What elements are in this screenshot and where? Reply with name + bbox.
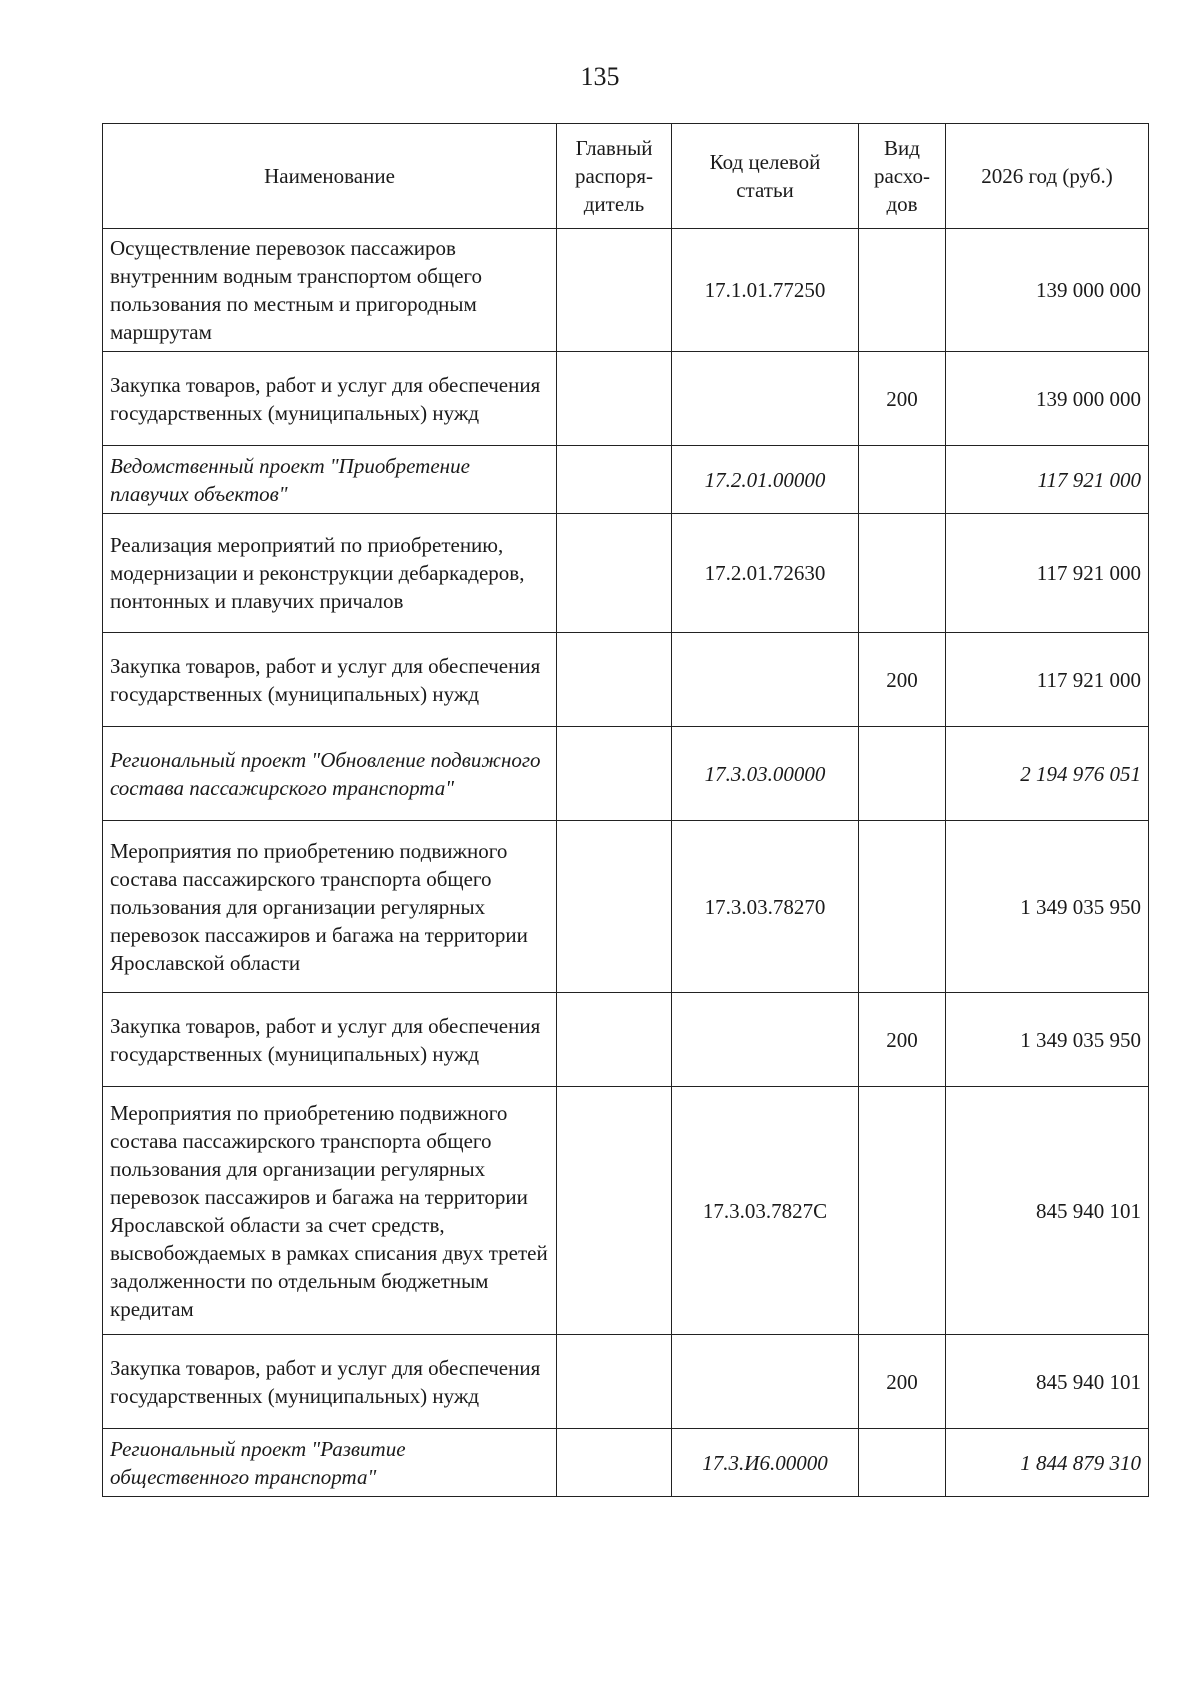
row-name: Реализация мероприятий по приобретению, модернизации и реконструкции дебаркадеров, понтонных и плавучих причалов [103,514,557,633]
row-amount: 139 000 000 [946,229,1149,352]
row-amount: 117 921 000 [946,446,1149,514]
row-name: Мероприятия по приобретению подвижного состава пассажирского транспорта общего пользования для организации регулярных перевозок пассажиров и багажа на территории Ярославской области [103,821,557,993]
table-row [103,352,1149,446]
table-row [103,1429,1149,1497]
row-amount: 845 940 101 [946,1335,1149,1429]
row-code [672,993,859,1087]
row-amount: 2 194 976 051 [946,727,1149,821]
row-kind [859,1429,946,1497]
header-kind: Вид расхо-дов [859,124,946,229]
row-code: 17.3.03.00000 [672,727,859,821]
table-row [103,446,1149,514]
row-amount: 117 921 000 [946,633,1149,727]
row-name: Закупка товаров, работ и услуг для обеспечения государственных (муниципальных) нужд [103,633,557,727]
row-kind [859,727,946,821]
row-name: Мероприятия по приобретению подвижного состава пассажирского транспорта общего пользования для организации регулярных перевозок пассажиров и багажа на территории Ярославской области за счет средств, высвобождаемых в рамках списания двух третей задолженности по отдельным бюджетным кредитам [103,1087,557,1335]
table-header-row [103,124,1149,229]
row-kind: 200 [859,633,946,727]
row-amount: 1 349 035 950 [946,821,1149,993]
row-amount: 845 940 101 [946,1087,1149,1335]
row-manager [557,633,672,727]
row-code: 17.3.03.7827С [672,1087,859,1335]
table-row [103,1335,1149,1429]
row-kind [859,514,946,633]
row-manager [557,229,672,352]
row-amount: 1 844 879 310 [946,1429,1149,1497]
row-kind: 200 [859,993,946,1087]
row-kind [859,1087,946,1335]
page-number: 135 [580,62,620,91]
row-code: 17.3.И6.00000 [672,1429,859,1497]
table-body [103,229,1149,1497]
row-code: 17.3.03.78270 [672,821,859,993]
row-manager [557,514,672,633]
row-name: Региональный проект "Обновление подвижного состава пассажирского транспорта" [103,727,557,821]
row-code [672,633,859,727]
row-code: 17.2.01.72630 [672,514,859,633]
row-code: 17.1.01.77250 [672,229,859,352]
row-manager [557,993,672,1087]
table-row [103,514,1149,633]
row-manager [557,1429,672,1497]
row-kind: 200 [859,1335,946,1429]
row-name: Ведомственный проект "Приобретение плавучих объектов" [103,446,557,514]
row-manager [557,727,672,821]
row-name: Закупка товаров, работ и услуг для обеспечения государственных (муниципальных) нужд [103,1335,557,1429]
row-code [672,352,859,446]
table-row [103,229,1149,352]
row-manager [557,1087,672,1335]
row-name: Закупка товаров, работ и услуг для обеспечения государственных (муниципальных) нужд [103,352,557,446]
row-name: Осуществление перевозок пассажиров внутренним водным транспортом общего пользования по местным и пригородным маршрутам [103,229,557,352]
row-amount: 139 000 000 [946,352,1149,446]
row-manager [557,1335,672,1429]
header-manager: Главный распоря-дитель [557,124,672,229]
row-amount: 117 921 000 [946,514,1149,633]
header-name: Наименование [103,124,557,229]
row-name: Региональный проект "Развитие общественного транспорта" [103,1429,557,1497]
row-code [672,1335,859,1429]
table-row [103,633,1149,727]
row-manager [557,821,672,993]
table-row [103,821,1149,993]
table-row [103,1087,1149,1335]
header-code: Код целевой статьи [672,124,859,229]
row-kind [859,229,946,352]
header-amount: 2026 год (руб.) [946,124,1149,229]
row-name: Закупка товаров, работ и услуг для обеспечения государственных (муниципальных) нужд [103,993,557,1087]
row-code: 17.2.01.00000 [672,446,859,514]
table-row [103,993,1149,1087]
row-kind [859,446,946,514]
row-manager [557,352,672,446]
row-kind: 200 [859,352,946,446]
row-amount: 1 349 035 950 [946,993,1149,1087]
budget-table [102,123,1149,1497]
table-row [103,727,1149,821]
row-manager [557,446,672,514]
row-kind [859,821,946,993]
